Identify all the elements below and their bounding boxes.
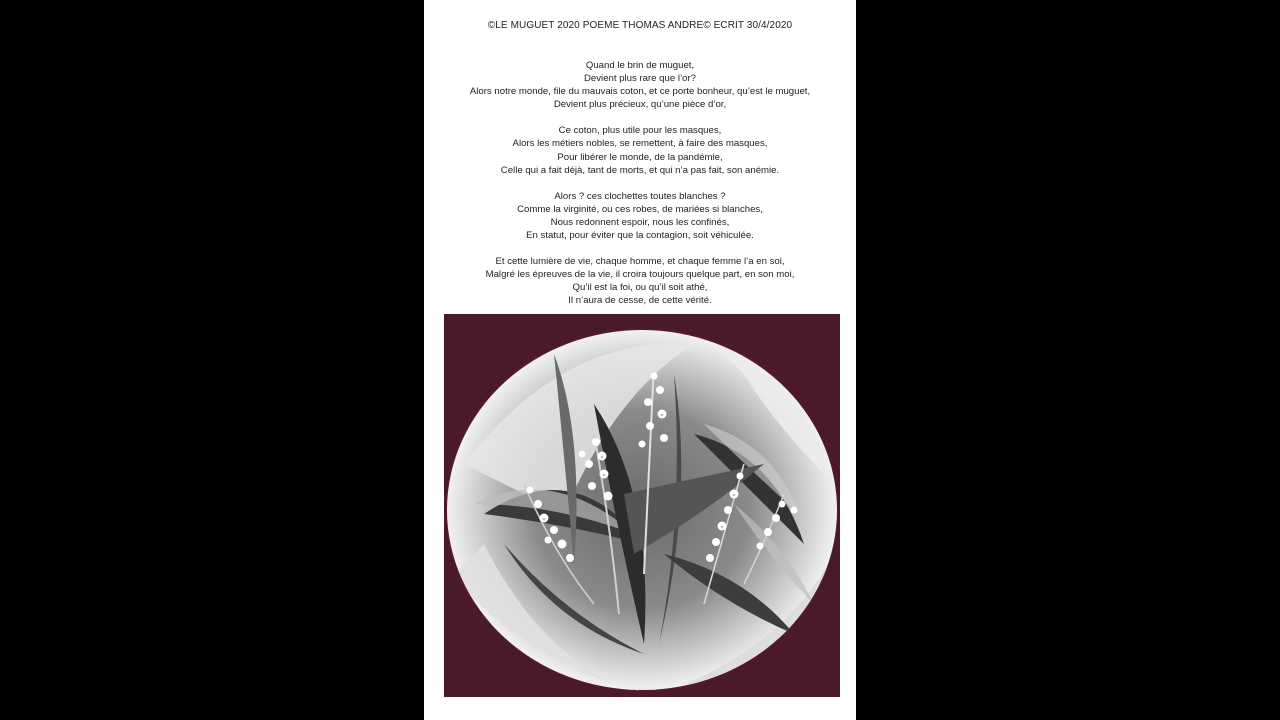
poem-line: Ce coton, plus utile pour les masques, bbox=[558, 125, 722, 137]
stanza bbox=[424, 190, 856, 242]
poem-page bbox=[424, 0, 856, 720]
poem-line: Alors notre monde, file du mauvais coton, et ce porte bonheur, qu’est le muguet, bbox=[469, 86, 811, 98]
poem-line: Malgré les épreuves de la vie, il croira toujours quelque part, en son moi, bbox=[485, 269, 795, 281]
artwork-signature: ©Jacques Moriau bbox=[627, 686, 657, 691]
artwork-illustration bbox=[444, 314, 840, 697]
poem-line: Quand le brin de muguet, bbox=[585, 60, 695, 71]
poem-line: Qu’il est la foi, ou qu’il soit athé, bbox=[572, 282, 708, 294]
poem-line: Nous redonnent espoir, nous les confinés, bbox=[550, 216, 730, 228]
poem-body bbox=[424, 59, 856, 321]
poem-line: Alors ? ces clochettes toutes blanches ? bbox=[554, 190, 726, 202]
poem-line: En statut, pour éviter que la contagion, soit véhiculée. bbox=[526, 230, 754, 242]
muguet-artwork bbox=[444, 314, 840, 697]
poem-line: Alors les métiers nobles, se remettent, à faire des masques, bbox=[512, 138, 768, 150]
poem-title: ©LE MUGUET 2020 POEME THOMAS ANDRE© ECRIT 30/4/2020 bbox=[487, 20, 793, 31]
poem-line: Celle qui a fait déjà, tant de morts, et qui n’a pas fait, son anémie. bbox=[500, 164, 780, 176]
stanza bbox=[424, 124, 856, 176]
poem-line: Et cette lumière de vie, chaque homme, et chaque femme l’a en soi, bbox=[495, 256, 785, 268]
poem-line: Devient plus rare que l’or? bbox=[584, 73, 696, 85]
stanza bbox=[424, 59, 856, 111]
poem-line: Il n’aura de cesse, de cette vérité. bbox=[568, 295, 712, 307]
poem-line: Pour libérer le monde, de la pandémie, bbox=[557, 151, 723, 163]
stanza bbox=[424, 255, 856, 307]
poem-line: Comme la virginité, ou ces robes, de mariées si blanches, bbox=[517, 203, 763, 215]
poem-line: Devient plus précieux, qu’une pièce d’or, bbox=[553, 99, 727, 111]
